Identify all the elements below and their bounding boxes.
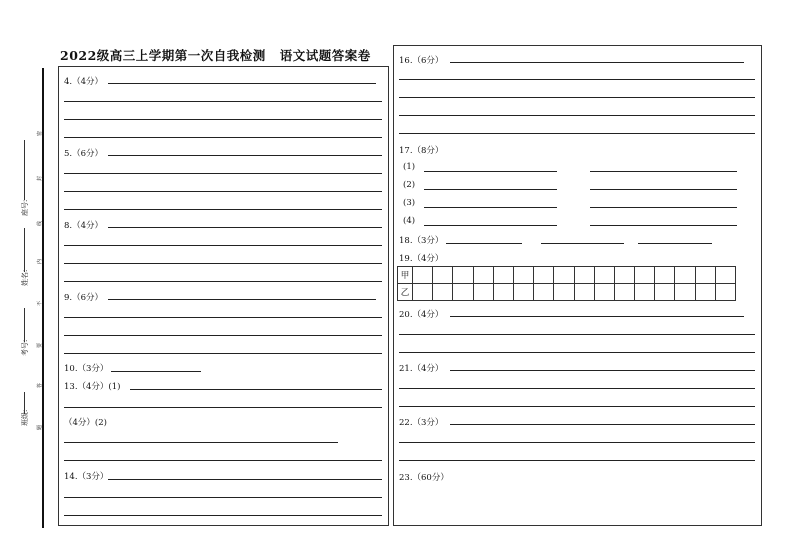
- binding-line: [42, 68, 44, 528]
- grid-row-label: 乙: [398, 284, 413, 301]
- grid-cell[interactable]: [473, 284, 493, 301]
- answer-line[interactable]: [450, 316, 744, 317]
- subject-title: 语文试题答案卷: [279, 48, 371, 63]
- answer-line[interactable]: [450, 370, 755, 371]
- answer-line[interactable]: [399, 97, 755, 98]
- answer-line[interactable]: [446, 243, 522, 244]
- grid-cell[interactable]: [655, 267, 675, 284]
- name-field-label: 姓名:: [21, 269, 29, 286]
- grid-cell[interactable]: [473, 267, 493, 284]
- grid-cell[interactable]: [413, 284, 433, 301]
- answer-line[interactable]: [399, 388, 755, 389]
- grid-cell[interactable]: [695, 267, 715, 284]
- grid-row-label: 甲: [398, 267, 413, 284]
- grid-cell[interactable]: [493, 267, 513, 284]
- grid-cell[interactable]: [574, 284, 594, 301]
- grid-cell[interactable]: [594, 267, 614, 284]
- answer-line[interactable]: [590, 189, 737, 190]
- answer-line[interactable]: [450, 62, 744, 63]
- seal-char: 密: [37, 130, 43, 136]
- answer-line[interactable]: [108, 83, 376, 84]
- grid-cell[interactable]: [675, 284, 695, 301]
- answer-line[interactable]: [399, 442, 755, 443]
- seat-field-line: [24, 140, 25, 200]
- answer-line[interactable]: [64, 442, 338, 443]
- question-17-item-3: (3): [403, 198, 416, 208]
- question-17-item-2: (2): [403, 180, 416, 190]
- question-5-label: 5.（6分）: [64, 149, 104, 159]
- question-9-label: 9.（6分）: [64, 293, 104, 303]
- grid-cell[interactable]: [513, 267, 533, 284]
- seal-char: 封: [37, 175, 43, 181]
- answer-line[interactable]: [64, 407, 382, 408]
- question-16-label: 16.（6分）: [399, 56, 444, 66]
- grid-cell[interactable]: [413, 267, 433, 284]
- grid-cell[interactable]: [635, 284, 655, 301]
- question-10-label: 10.（3分）: [64, 364, 109, 374]
- seal-char: 内: [37, 258, 43, 264]
- answer-line[interactable]: [64, 245, 382, 246]
- answer-line[interactable]: [424, 207, 557, 208]
- answer-line[interactable]: [64, 191, 382, 192]
- exam-number-field-line: [24, 308, 25, 342]
- grid-cell[interactable]: [614, 267, 634, 284]
- grid-cell[interactable]: [554, 284, 574, 301]
- question-17-label: 17.（8分）: [399, 146, 444, 156]
- grid-cell[interactable]: [715, 284, 735, 301]
- question-22-label: 22.（3分）: [399, 418, 444, 428]
- answer-line[interactable]: [64, 515, 382, 516]
- class-field-line: [24, 392, 25, 414]
- answer-line[interactable]: [590, 207, 737, 208]
- answer-line[interactable]: [450, 424, 755, 425]
- question-8-label: 8.（4分）: [64, 221, 104, 231]
- question-13-part-2-label: （4分）(2): [64, 418, 107, 428]
- answer-line[interactable]: [64, 173, 382, 174]
- grid-cell[interactable]: [433, 284, 453, 301]
- question-18-label: 18.（3分）: [399, 236, 444, 246]
- grid-cell[interactable]: [675, 267, 695, 284]
- seal-char: 题: [37, 424, 43, 430]
- exam-number-field-label: 考号:: [21, 339, 29, 356]
- grid-cell[interactable]: [554, 267, 574, 284]
- grid-cell[interactable]: [655, 284, 675, 301]
- question-21-label: 21.（4分）: [399, 364, 444, 374]
- answer-line[interactable]: [64, 460, 382, 461]
- exam-title: 2022级高三上学期第一次自我检测: [60, 48, 266, 63]
- class-field-label: 班级:: [21, 409, 29, 426]
- page-title: [60, 46, 371, 64]
- grid-cell[interactable]: [594, 284, 614, 301]
- grid-cell[interactable]: [453, 267, 473, 284]
- grid-cell[interactable]: [635, 267, 655, 284]
- answer-line[interactable]: [541, 243, 624, 244]
- answer-line[interactable]: [424, 171, 557, 172]
- grid-row-yi: [398, 284, 736, 301]
- question-20-label: 20.（4分）: [399, 310, 444, 320]
- grid-cell[interactable]: [433, 267, 453, 284]
- seal-char: 线: [37, 220, 43, 226]
- question-19-label: 19.（4分）: [399, 254, 444, 264]
- answer-line[interactable]: [590, 225, 737, 226]
- answer-line[interactable]: [111, 371, 201, 372]
- answer-line[interactable]: [399, 352, 755, 353]
- answer-line[interactable]: [399, 460, 755, 461]
- answer-line[interactable]: [64, 101, 382, 102]
- answer-line[interactable]: [130, 389, 382, 390]
- question-13-part-1-label: 13.（4分）(1): [64, 382, 121, 392]
- answer-line[interactable]: [64, 263, 382, 264]
- seal-char: 要: [37, 342, 43, 348]
- grid-cell[interactable]: [513, 284, 533, 301]
- name-field-line: [24, 228, 25, 272]
- answer-line[interactable]: [638, 243, 712, 244]
- seat-field-label: 座号:: [21, 199, 29, 216]
- question-14-label: 14.（3分）: [64, 472, 109, 482]
- answer-line[interactable]: [399, 79, 755, 80]
- answer-line[interactable]: [108, 479, 382, 480]
- question-23-label: 23.（60分）: [399, 473, 449, 483]
- answer-line[interactable]: [64, 497, 382, 498]
- grid-cell[interactable]: [695, 284, 715, 301]
- question-19-character-grid: [397, 266, 736, 301]
- question-4-label: 4.（4分）: [64, 77, 104, 87]
- seal-char: 不: [37, 300, 43, 306]
- question-17-item-1: (1): [403, 162, 416, 172]
- grid-cell[interactable]: [614, 284, 634, 301]
- answer-line[interactable]: [399, 115, 755, 116]
- answer-line[interactable]: [64, 119, 382, 120]
- answer-line[interactable]: [399, 406, 755, 407]
- answer-line[interactable]: [64, 137, 382, 138]
- left-answer-panel: [58, 66, 389, 526]
- answer-line[interactable]: [108, 299, 376, 300]
- answer-line[interactable]: [399, 334, 755, 335]
- answer-line[interactable]: [108, 227, 382, 228]
- answer-line[interactable]: [64, 353, 382, 354]
- question-17-item-4: (4): [403, 216, 416, 226]
- grid-row-jia: [398, 267, 736, 284]
- answer-line[interactable]: [64, 317, 382, 318]
- grid-cell[interactable]: [715, 267, 735, 284]
- answer-line[interactable]: [399, 133, 755, 134]
- answer-line[interactable]: [64, 281, 382, 282]
- answer-line[interactable]: [590, 171, 737, 172]
- answer-line[interactable]: [424, 225, 557, 226]
- grid-cell[interactable]: [453, 284, 473, 301]
- seal-char: 答: [37, 382, 43, 388]
- grid-cell[interactable]: [534, 284, 554, 301]
- grid-cell[interactable]: [493, 284, 513, 301]
- grid-cell[interactable]: [574, 267, 594, 284]
- answer-line[interactable]: [108, 155, 382, 156]
- answer-line[interactable]: [424, 189, 557, 190]
- answer-line[interactable]: [64, 335, 382, 336]
- grid-cell[interactable]: [534, 267, 554, 284]
- answer-line[interactable]: [64, 209, 382, 210]
